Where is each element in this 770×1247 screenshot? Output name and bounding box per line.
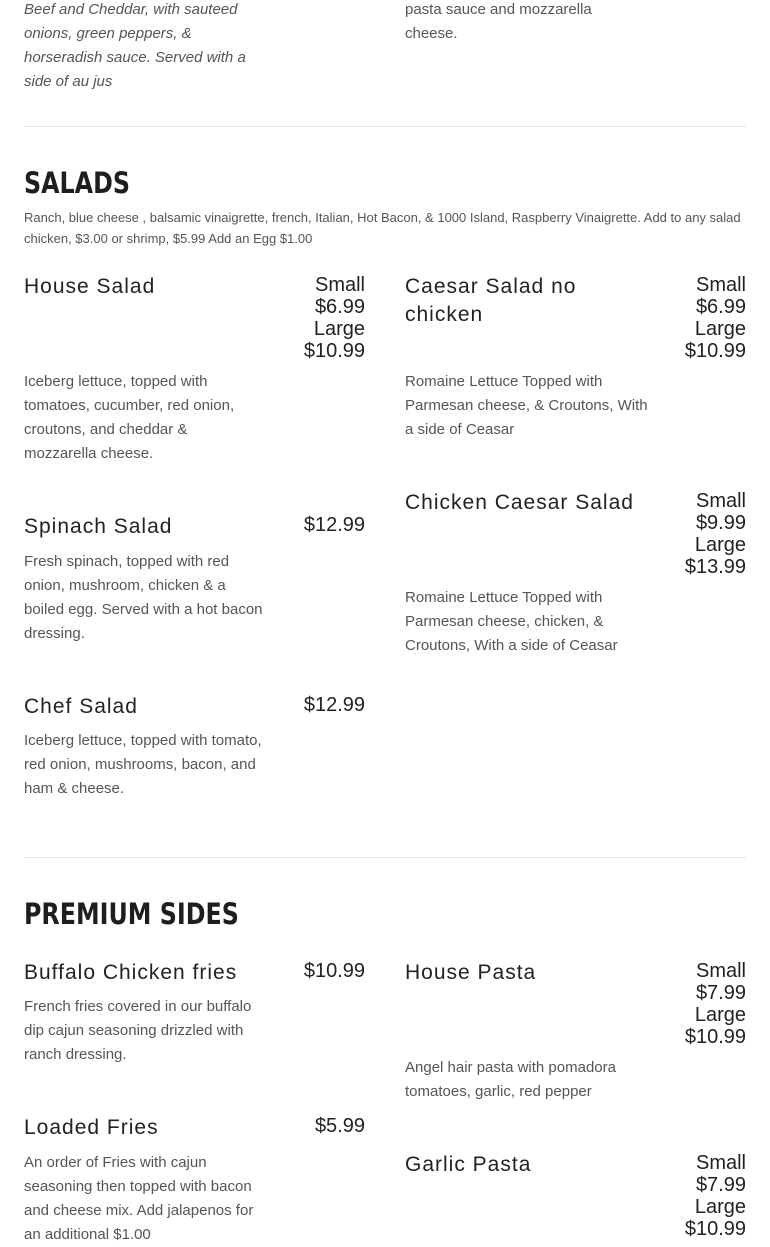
item-name: Spinach Salad <box>24 515 173 538</box>
item-price: $5.99 <box>314 1115 365 1137</box>
item-price: $10.99 <box>303 960 365 982</box>
item-description: Iceberg lettuce, topped with tomatoes, cucumber, red onion, croutons, and cheddar & mozzarella cheese. <box>24 373 235 462</box>
section-title-premium-sides: PREMIUM SIDES <box>24 897 239 931</box>
item-price: Small $6.99 Large $10.99 <box>303 274 365 362</box>
item-price: $12.99 <box>303 514 365 536</box>
item-name: House Salad <box>24 275 156 298</box>
salad-dressing-note: Ranch, blue cheese , balsamic vinaigrette, french, Italian, Hot Bacon, & 1000 Island, Raspberry Vinaigrette. Add to any salad chicken, $3.00 or shrimp, $5.99 Add an Egg $1.00 <box>24 210 741 246</box>
section-divider <box>24 857 746 858</box>
item-description: Romaine Lettuce Topped with Parmesan cheese, & Croutons, With a side of Ceasar <box>405 373 648 438</box>
item-description: French fries covered in our buffalo dip cajun seasoning drizzled with ranch dressing. <box>24 998 252 1063</box>
item-name: Chicken Caesar Salad <box>405 491 634 514</box>
item-name: Chef Salad <box>24 695 138 718</box>
section-divider <box>24 126 746 127</box>
item-price: Small $7.99 Large $10.99 <box>684 1152 746 1240</box>
item-price: Small $7.99 Large $10.99 <box>684 960 746 1048</box>
item-description: Fresh spinach, topped with red onion, mushroom, chicken & a boiled egg. Served with a hot bacon dressing. <box>24 553 263 642</box>
item-description: Romaine Lettuce Topped with Parmesan cheese, chicken, & Croutons, With a side of Ceasar <box>405 589 618 654</box>
item-price: Small $9.99 Large $13.99 <box>684 490 746 578</box>
previous-item-description-right: pasta sauce and mozzarella cheese. <box>405 1 592 42</box>
item-price: $12.99 <box>303 694 365 716</box>
item-name: Buffalo Chicken fries <box>24 961 238 984</box>
item-description: Iceberg lettuce, topped with tomato, red onion, mushrooms, bacon, and ham & cheese. <box>24 732 262 797</box>
item-name: Loaded Fries <box>24 1116 159 1139</box>
item-name: Garlic Pasta <box>405 1153 532 1176</box>
item-name: Caesar Salad no chicken <box>405 275 577 326</box>
item-name: House Pasta <box>405 961 537 984</box>
item-description: An order of Fries with cajun seasoning then topped with bacon and cheese mix. Add jalapenos for an additional $1.00 <box>24 1154 254 1243</box>
item-description: Angel hair pasta with pomadora tomatoes, garlic, red pepper <box>405 1059 616 1100</box>
previous-item-description: Beef and Cheddar, with sauteed onions, green peppers, & horseradish sauce. Served with a side of au jus <box>24 1 246 90</box>
section-title-salads: SALADS <box>24 166 130 200</box>
item-price: Small $6.99 Large $10.99 <box>684 274 746 362</box>
